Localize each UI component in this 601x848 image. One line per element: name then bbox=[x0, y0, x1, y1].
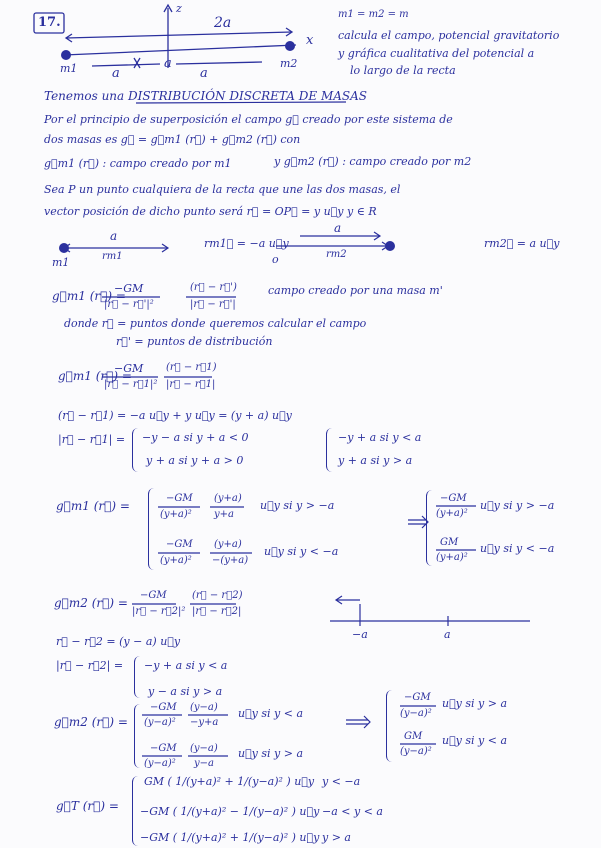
numline-neg-a: −a bbox=[352, 628, 368, 641]
g1p-p2-vnum: (y+a) bbox=[214, 539, 242, 550]
g1-desc: campo creado por una masa m' bbox=[268, 284, 443, 297]
intro-line-5: Sea P un punto cualquiera de la recta que une las dos masas, el bbox=[44, 183, 401, 196]
problem-number: 17. bbox=[38, 15, 61, 30]
g1p-p1-cond: u⃗y si y > −a bbox=[260, 499, 335, 512]
vec-rm2-label: rm2 bbox=[326, 249, 347, 260]
vec-m1-dot bbox=[59, 243, 69, 253]
g1-case-3: −y + a si y < a bbox=[338, 431, 422, 444]
g1p-r2-den: (y+a)² bbox=[436, 552, 468, 563]
g2p-r2-den: (y−a)² bbox=[400, 746, 432, 757]
masses-equal: m1 = m2 = m bbox=[338, 9, 409, 20]
g1-eq2-den: |r⃗ − r⃗1|² bbox=[104, 379, 158, 390]
mass-m1-label: m1 bbox=[60, 62, 78, 75]
gt-line-3: −GM ( 1/(y+a)² + 1/(y−a)² ) u⃗y bbox=[140, 831, 320, 844]
g2p-p2-cond: u⃗y si y > a bbox=[238, 747, 304, 760]
g2-case-1: −y + a si y < a bbox=[144, 659, 228, 672]
gt-line-2-cond: −a < y < a bbox=[322, 805, 383, 818]
g1p-r1-cond: u⃗y si y > −a bbox=[480, 499, 555, 512]
g1p-p1-den: (y+a)² bbox=[160, 509, 192, 520]
dist-a-right: a bbox=[200, 66, 208, 81]
intro-line-1: Tenemos una DISTRIBUCIÓN DISCRETA DE MASAS bbox=[44, 89, 368, 103]
g1-diff: (r⃗ − r⃗1) = −a u⃗y + y u⃗y = (y + a) u⃗y bbox=[58, 409, 292, 422]
intro-line-2: Por el principio de superposición el campo g⃗ creado por este sistema de bbox=[44, 113, 453, 126]
g1-abs-brace-2 bbox=[326, 428, 333, 472]
g2-case-2: y − a si y > a bbox=[148, 685, 223, 698]
vec-m1-label: m1 bbox=[52, 256, 70, 269]
gt-left: g⃗T (r⃗) = bbox=[56, 799, 119, 813]
g2p-p1-num: −GM bbox=[150, 702, 177, 713]
donde-line-2: r⃗' = puntos de distribución bbox=[116, 335, 273, 348]
g1-case-4: y + a si y > a bbox=[338, 454, 413, 467]
vec-a1: a bbox=[110, 229, 118, 243]
g1-eq2-left: g⃗m1 (r⃗) = bbox=[58, 369, 132, 383]
g2-abs-left: |r⃗ − r⃗2| = bbox=[56, 659, 124, 672]
g1-eq2-num: −GM bbox=[114, 362, 144, 375]
dist-a-origin: a bbox=[164, 56, 172, 71]
g1p-r1-den: (y+a)² bbox=[436, 508, 468, 519]
g1-eq2-vnum: (r⃗ − r⃗1) bbox=[166, 362, 217, 373]
g2p-brace bbox=[134, 704, 141, 768]
statement-line-1: calcula el campo, potencial gravitatorio bbox=[338, 29, 560, 42]
vec-m2-dot bbox=[385, 241, 395, 251]
g1-vec-den: |r⃗ − r⃗'| bbox=[190, 299, 236, 310]
g1p-p2-den: (y+a)² bbox=[160, 555, 192, 566]
g1p-left: g⃗m1 (r⃗) = bbox=[56, 499, 130, 513]
gt-line-1-cond: y < −a bbox=[322, 775, 361, 788]
g2p-r1-cond: u⃗y si y > a bbox=[442, 697, 508, 710]
g1p-p2-num: −GM bbox=[166, 539, 193, 550]
g1p-p2-vden: −(y+a) bbox=[212, 555, 249, 566]
g1-frac-den: |r⃗ − r⃗'|² bbox=[104, 299, 154, 310]
intro-line-3: dos masas es g⃗ = g⃗m1 (r⃗) + g⃗m2 (r⃗) con bbox=[44, 133, 301, 146]
g1p-brace bbox=[148, 488, 155, 570]
g2-den: |r⃗ − r⃗2|² bbox=[132, 606, 186, 617]
intro-line-4a: g⃗m1 (r⃗) : campo creado por m1 bbox=[44, 157, 232, 170]
g2p-r1-den: (y−a)² bbox=[400, 708, 432, 719]
g2p-p1-vden: −y+a bbox=[190, 717, 219, 728]
g2p-result-brace bbox=[386, 690, 393, 762]
mass-m2-label: m2 bbox=[280, 57, 298, 70]
g2p-p2-num: −GM bbox=[150, 743, 177, 754]
g1-eq-left: g⃗m1 (r⃗) = bbox=[52, 289, 126, 303]
g1-abs-left: |r⃗ − r⃗1| = bbox=[58, 433, 126, 446]
g2-vnum: (r⃗ − r⃗2) bbox=[192, 590, 243, 601]
distance-2a: 2a bbox=[214, 15, 232, 31]
g1p-p1-vden: y+a bbox=[214, 509, 234, 520]
gt-brace bbox=[132, 776, 139, 846]
g1p-p2-cond: u⃗y si y < −a bbox=[264, 545, 339, 558]
g1p-p1-vnum: (y+a) bbox=[214, 493, 242, 504]
statement-line-3: lo largo de la recta bbox=[350, 64, 456, 77]
g2p-p2-vden: y−a bbox=[194, 758, 214, 769]
g1p-r1-num: −GM bbox=[440, 493, 467, 504]
g2-left: g⃗m2 (r⃗) = bbox=[54, 596, 128, 610]
g1-case-2: y + a si y + a > 0 bbox=[146, 454, 244, 467]
g1-vec-num: (r⃗ − r⃗') bbox=[190, 282, 237, 293]
gt-line-2: −GM ( 1/(y+a)² − 1/(y−a)² ) u⃗y bbox=[140, 805, 320, 818]
vec-rm1-eq: rm1⃗ = −a u⃗y bbox=[204, 237, 289, 250]
g1-case-1: −y − a si y + a < 0 bbox=[142, 431, 249, 444]
g1p-r2-cond: u⃗y si y < −a bbox=[480, 542, 555, 555]
gt-line-1: GM ( 1/(y+a)² + 1/(y−a)² ) u⃗y bbox=[144, 775, 315, 788]
donde-line-1: donde r⃗ = puntos donde queremos calcular el campo bbox=[64, 317, 367, 330]
g2p-p1-vnum: (y−a) bbox=[190, 702, 218, 713]
axis-x-label: x bbox=[306, 33, 314, 48]
g2-abs-brace bbox=[134, 656, 141, 698]
vec-rm2-eq: rm2⃗ = a u⃗y bbox=[484, 237, 560, 250]
g2-diff: r⃗ − r⃗2 = (y − a) u⃗y bbox=[56, 635, 181, 648]
intro-line-4b: y g⃗m2 (r⃗) : campo creado por m2 bbox=[274, 155, 472, 168]
mass-m1-dot bbox=[61, 50, 71, 60]
g2p-left: g⃗m2 (r⃗) = bbox=[54, 715, 128, 729]
axis-z-label: z bbox=[176, 2, 182, 15]
g2-num: −GM bbox=[140, 590, 167, 601]
g2p-r1-num: −GM bbox=[404, 692, 431, 703]
g1-abs-brace bbox=[132, 428, 139, 472]
g2-vden: |r⃗ − r⃗2| bbox=[192, 606, 242, 617]
g1-frac-num: −GM bbox=[114, 282, 144, 295]
g2p-r2-num: GM bbox=[404, 731, 423, 742]
g2p-p1-den: (y−a)² bbox=[144, 717, 176, 728]
g2p-p2-den: (y−a)² bbox=[144, 758, 176, 769]
g1-eq2-vden: |r⃗ − r⃗1| bbox=[166, 379, 216, 390]
mass-m2-dot bbox=[285, 41, 295, 51]
x-axis bbox=[64, 45, 296, 55]
dist-a-left: a bbox=[112, 66, 120, 81]
numline-a: a bbox=[444, 628, 451, 641]
g1p-result-brace bbox=[426, 490, 433, 566]
vec-origin: o bbox=[272, 253, 279, 266]
statement-line-2: y gráfica cualitativa del potencial a bbox=[338, 47, 535, 60]
g1p-r2-num: GM bbox=[440, 537, 459, 548]
vec-rm1-label: rm1 bbox=[102, 251, 123, 262]
intro-line-6: vector posición de dicho punto será r⃗ = OP⃗ = y u⃗y y ∈ R bbox=[44, 205, 377, 218]
gt-line-3-cond: y > a bbox=[322, 831, 351, 844]
g2p-p1-cond: u⃗y si y < a bbox=[238, 707, 304, 720]
vec-a2: a bbox=[334, 221, 342, 235]
g1p-p1-num: −GM bbox=[166, 493, 193, 504]
g2p-r2-cond: u⃗y si y < a bbox=[442, 734, 508, 747]
g2p-p2-vnum: (y−a) bbox=[190, 743, 218, 754]
